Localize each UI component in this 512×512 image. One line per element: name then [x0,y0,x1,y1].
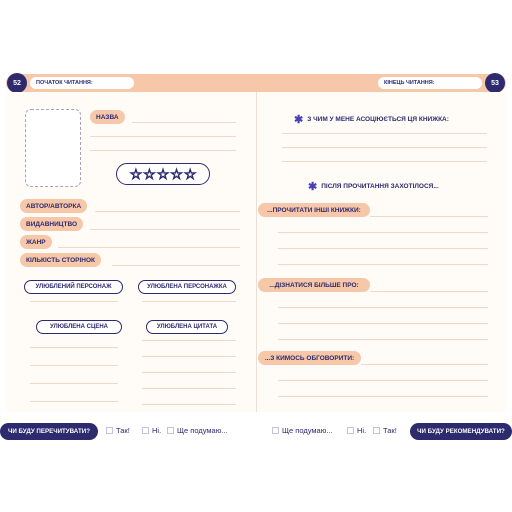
start-reading-label: ПОЧАТОК ЧИТАННЯ: [36,80,93,86]
title-line[interactable] [132,122,236,123]
star-icon[interactable]: ☆ [183,166,197,182]
prompt-discuss-line[interactable] [278,396,488,397]
checkbox-icon[interactable] [167,427,174,434]
title-label: НАЗВА [90,110,125,124]
end-reading-field[interactable] [378,77,482,89]
favorite-character-male: УЛЮБЛЕНИЙ ПЕРСОНАЖ [24,280,123,294]
favorite-quote: УЛЮБЛЕНА ЦИТАТА [146,320,228,334]
favorite-scene-line[interactable] [30,365,118,366]
associations-line[interactable] [282,147,487,148]
favorite-scene: УЛЮБЛЕНА СЦЕНА [36,320,122,334]
asterisk-icon: ✱ [294,114,304,126]
cover-photo-placeholder[interactable] [25,109,81,187]
favorite-scene-line[interactable] [30,383,118,384]
recommend-option-yes[interactable] [373,426,397,435]
favorite-character-line[interactable] [142,301,236,302]
page-number-right: 53 [485,73,505,93]
checkbox-icon[interactable] [272,427,279,434]
end-reading-label: КІНЕЦЬ ЧИТАННЯ: [384,80,435,86]
recommend-option-maybe-label: Ще подумаю... [282,426,333,435]
prompt-read-more-line[interactable] [370,216,488,217]
publisher-label: ВИДАВНИЦТВО [20,217,83,231]
favorite-quote-line[interactable] [142,356,236,357]
prompt-read-more-line[interactable] [278,232,488,233]
author-line[interactable] [95,211,240,212]
favorite-scene-line[interactable] [30,401,118,402]
star-icon[interactable]: ☆ [170,166,183,182]
title-line[interactable] [90,150,236,151]
favorite-quote-line[interactable] [142,388,236,389]
reread-option-maybe-label: Ще подумаю... [177,426,228,435]
page-number-left: 52 [7,73,27,93]
star-icon[interactable]: ☆ [129,166,143,182]
prompt-learn-more-line[interactable] [278,339,488,340]
prompt-discuss: ...З КИМОСЬ ОБГОВОРИТИ: [258,351,361,365]
checkbox-icon[interactable] [106,427,113,434]
associations-heading [294,113,449,126]
prompt-discuss-line[interactable] [361,364,488,365]
favorite-character-female: УЛЮБЛЕНА ПЕРСОНАЖКА [138,280,236,294]
reread-option-maybe[interactable] [167,426,228,435]
page-count-line[interactable] [112,265,240,266]
publisher-line[interactable] [90,229,240,230]
page-spine [256,92,257,412]
favorite-quote-line[interactable] [142,340,236,341]
favorite-quote-line[interactable] [142,404,236,405]
page-count-label: КІЛЬКІСТЬ СТОРІНОК [20,253,101,267]
prompt-learn-more-line[interactable] [278,323,488,324]
recommend-option-maybe[interactable] [272,426,333,435]
after-reading-heading [308,180,439,193]
reread-option-no-label: Ні. [152,426,162,435]
associations-heading-text: З ЧИМ У МЕНЕ АСОЦІЮЄТЬСЯ ЦЯ КНИЖКА: [307,116,449,123]
star-icon[interactable]: ☆ [156,166,170,182]
recommend-option-no[interactable] [347,426,366,435]
reread-option-yes-label: Так! [116,426,130,435]
prompt-learn-more-line[interactable] [370,291,488,292]
asterisk-icon: ✱ [308,181,318,193]
checkbox-icon[interactable] [373,427,380,434]
reread-option-yes[interactable] [106,426,130,435]
after-reading-heading-text: ПІСЛЯ ПРОЧИТАННЯ ЗАХОТІЛОСЯ... [321,183,439,190]
checkbox-icon[interactable] [347,427,354,434]
prompt-read-more-line[interactable] [278,248,488,249]
associations-line[interactable] [282,133,487,134]
genre-line[interactable] [58,247,240,248]
star-icon[interactable]: ☆ [143,166,156,182]
favorite-scene-line[interactable] [30,347,118,348]
prompt-learn-more-line[interactable] [278,307,488,308]
prompt-read-more-line[interactable] [278,264,488,265]
prompt-read-more: ...ПРОЧИТАТИ ІНШІ КНИЖКИ: [258,203,370,217]
genre-label: ЖАНР [20,235,52,249]
favorite-character-line[interactable] [30,301,118,302]
recommend-option-no-label: Ні. [357,426,367,435]
prompt-learn-more: ...ДІЗНАТИСЯ БІЛЬШЕ ПРО: [258,278,370,292]
rating-stars[interactable] [116,163,210,185]
reread-option-no[interactable] [142,426,161,435]
associations-line[interactable] [282,161,487,162]
author-label: АВТОР/АВТОРКА [20,199,87,213]
favorite-quote-line[interactable] [142,372,236,373]
start-reading-field[interactable] [30,77,134,89]
recommend-question: ЧИ БУДУ РЕКОМЕНДУВАТИ? [410,423,512,440]
prompt-discuss-line[interactable] [278,380,488,381]
reread-question: ЧИ БУДУ ПЕРЕЧИТУВАТИ? [0,423,98,440]
checkbox-icon[interactable] [142,427,149,434]
recommend-option-yes-label: Так! [383,426,397,435]
title-line[interactable] [90,136,236,137]
